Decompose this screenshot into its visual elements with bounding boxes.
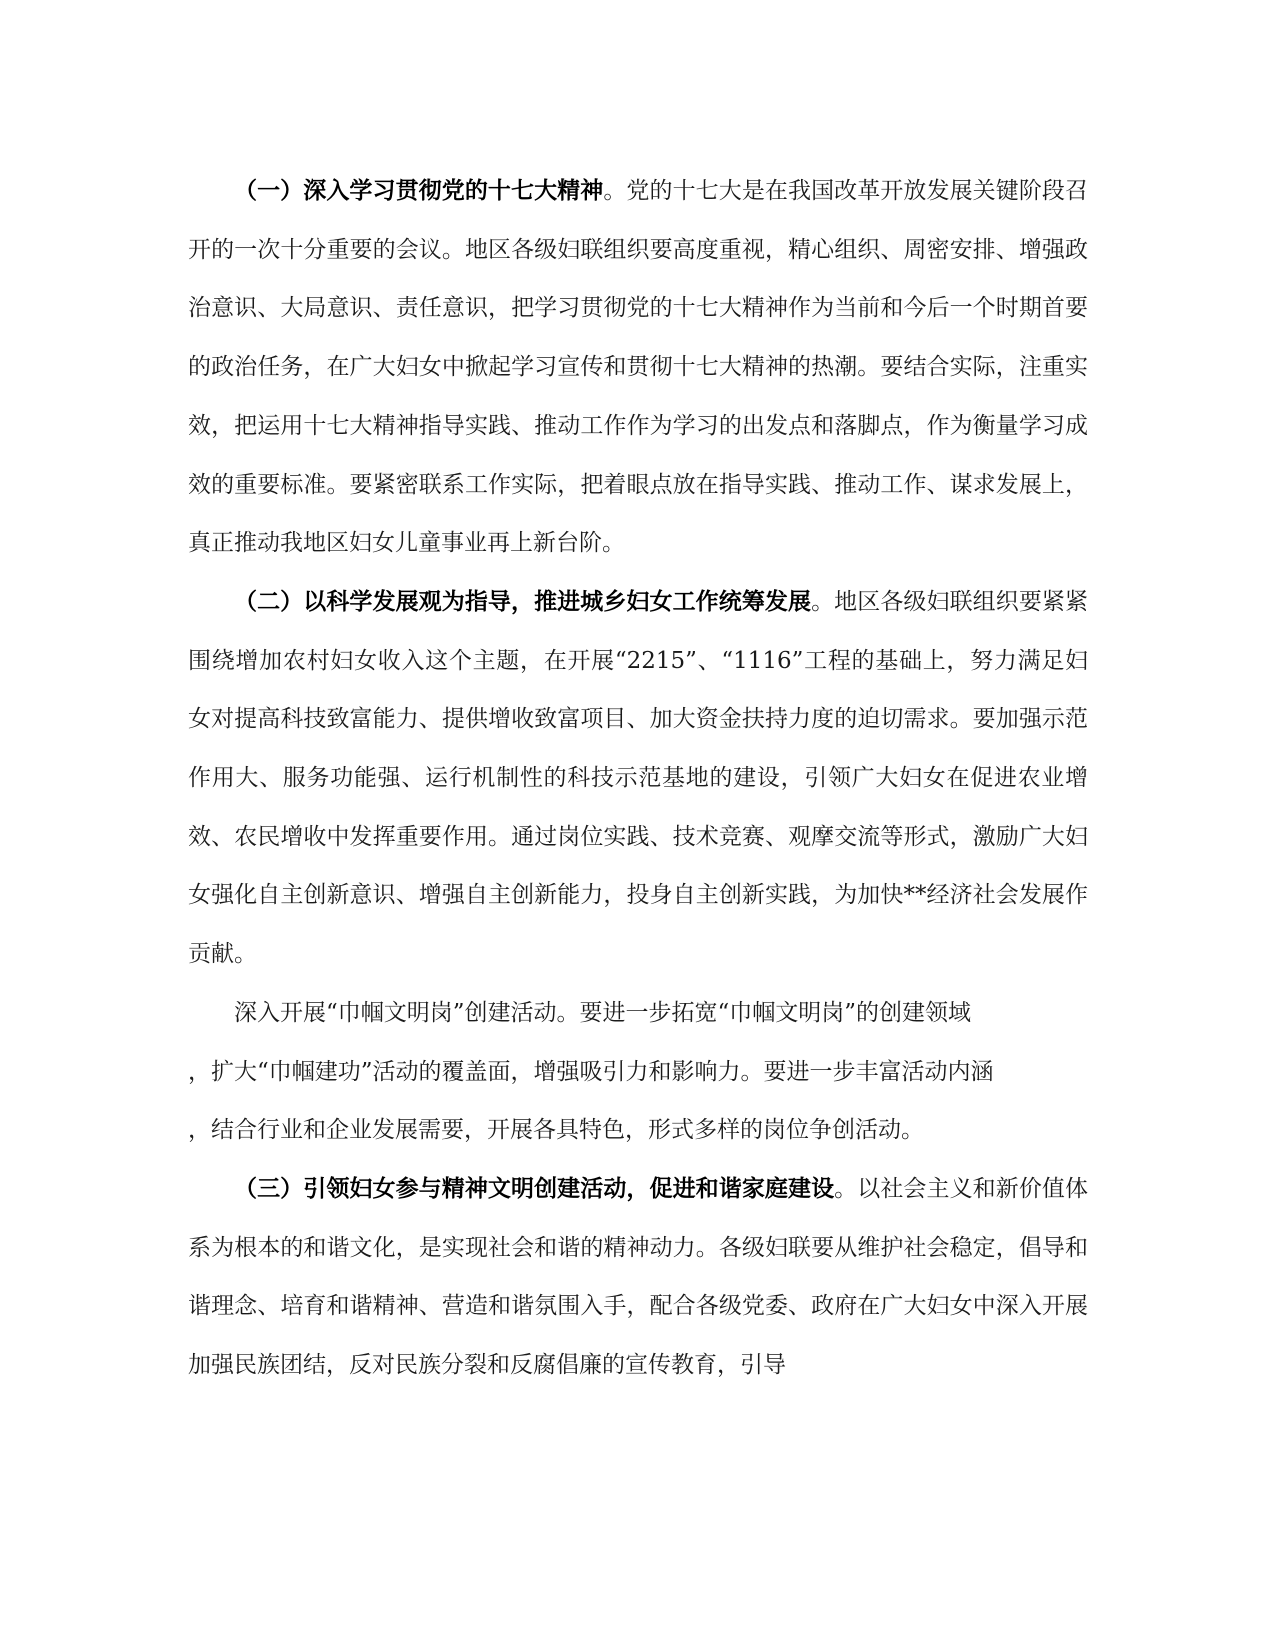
paragraph-1 [188,162,1088,573]
document-body [188,162,1088,1395]
paragraph-3-line-3: ，结合行业和企业发展需要，开展各具特色，形式多样的岗位争创活动。 [188,1117,924,1144]
paragraph-4-heading: （三）引领妇女参与精神文明创建活动，促进和谐家庭建设 [234,1174,835,1202]
paragraph-3-line-1: 深入开展“巾帼文明岗”创建活动。要进一步拓宽“巾帼文明岗”的创建领域 [234,999,972,1026]
paragraph-1-text: 。党的十七大是在我国改革开放发展关键阶段召开的一次十分重要的会议。地区各级妇联组织要高度重视，精心组织、周密安排、增强政治意识、大局意识、责任意识，把学习贯彻党的十七大精神作为当前和今后一个时期首要的政治任务，在广大妇女中掀起学习宣传和贯彻十七大精神的热潮。要结合实际，注重实效，把运用十七大精神指导实践、推动工作作为学习的出发点和落脚点，作为衡量学习成效的重要标准。要紧密联系工作实际，把着眼点放在指导实践、推动工作、谋求发展上，真正推动我地区妇女儿童事业再上新台阶。 [188,178,1089,557]
paragraph-2-heading: （二）以科学发展观为指导，推进城乡妇女工作统筹发展 [234,587,812,615]
paragraph-2-text: 。地区各级妇联组织要紧紧围绕增加农村妇女收入这个主题，在开展“2215”、“1116”工程的基础上，努力满足妇女对提高科技致富能力、提供增收致富项目、加大资金扶持力度的迫切需求。要加强示范作用大、服务功能强、运行机制性的科技示范基地的建设，引领广大妇女在促进农业增效、农民增收中发挥重要作用。通过岗位实践、技术竞赛、观摩交流等形式，激励广大妇女强化自主创新意识、增强自主创新能力，投身自主创新实践，为加快**经济社会发展作贡献。 [188,588,1089,968]
paragraph-4-text: 。以社会主义和新价值体系为根本的和谐文化，是实现社会和谐的精神动力。各级妇联要从维护社会稳定，倡导和谐理念、培育和谐精神、营造和谐氛围入手，配合各级党委、政府在广大妇女中深入开展加强民族团结，反对民族分裂和反腐倡廉的宣传教育，引导 [188,1175,1089,1379]
paragraph-2 [188,573,1088,984]
paragraph-1-heading: （一）深入学习贯彻党的十七大精神 [234,177,604,204]
paragraph-3-line-2: ，扩大“巾帼建功”活动的覆盖面，增强吸引力和影响力。要进一步丰富活动内涵 [188,1058,994,1085]
paragraph-4 [188,1160,1088,1395]
